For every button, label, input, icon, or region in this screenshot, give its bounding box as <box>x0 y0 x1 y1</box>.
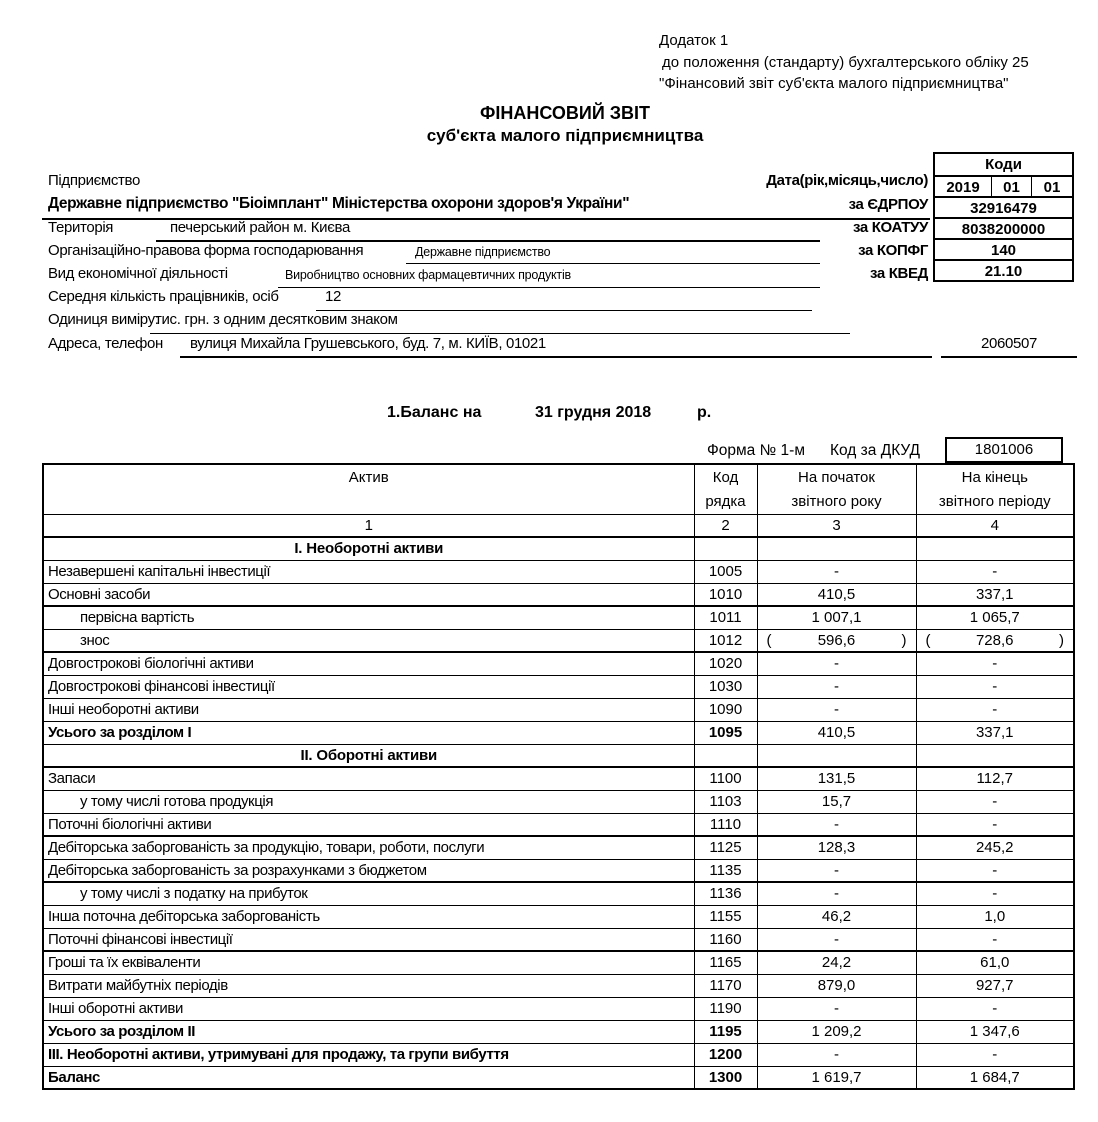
value-start-cell: - <box>757 560 916 583</box>
balance-header-row <box>43 464 1074 515</box>
company-label: Підприємство <box>48 172 140 189</box>
code-cell: 1195 <box>694 1020 757 1043</box>
activity-value: Виробництво основних фармацевтичних продуктів <box>285 268 571 282</box>
code-cell: 1200 <box>694 1043 757 1066</box>
report-title <box>0 102 1098 147</box>
code-cell: 1100 <box>694 767 757 790</box>
asset-cell: Усього за розділом II <box>43 1020 694 1043</box>
balance-row <box>43 698 1074 721</box>
balance-row <box>43 675 1074 698</box>
balance-row <box>43 1020 1074 1043</box>
asset-cell: Баланс <box>43 1066 694 1089</box>
code-cell: 1011 <box>694 606 757 629</box>
code-cell: 1155 <box>694 905 757 928</box>
asset-cell: Дебіторська заборгованість за продукцію, товари, роботи, послуги <box>43 836 694 859</box>
appendix-line-1: Додаток 1 <box>659 32 729 49</box>
value-end-cell: - <box>916 882 1074 905</box>
report-title-line-1: ФІНАНСОВИЙ ЗВІТ <box>479 103 651 123</box>
legal-form-label: Організаційно-правова форма господарювання <box>48 242 364 259</box>
dkud-label: Код за ДКУД <box>830 442 921 459</box>
date-label: Дата(рік,місяць,число) <box>766 172 928 189</box>
forma-label: Форма № 1-м <box>707 442 805 459</box>
asset-cell: у тому числі з податку на прибуток <box>43 882 694 905</box>
value-end-cell: 1 065,7 <box>916 606 1074 629</box>
balance-row <box>43 813 1074 836</box>
address-label: Адреса, телефон <box>48 335 163 352</box>
codes-date-row <box>935 175 1072 196</box>
value-end-cell: - <box>916 928 1074 951</box>
underline-phone <box>941 356 1077 358</box>
code-value-kved: 21.10 <box>935 259 1072 280</box>
asset-cell: Витрати майбутніх періодів <box>43 974 694 997</box>
dkud-code-box: 1801006 <box>945 437 1063 463</box>
code-label-edrpou: за ЄДРПОУ <box>848 196 928 213</box>
report-title-line-2: суб'єкта малого підприємництва <box>426 126 704 145</box>
appendix-line-2: до положення (стандарту) бухгалтерського обліку 25 <box>662 53 1029 71</box>
date-month: 01 <box>991 177 1031 196</box>
balance-numbering-row <box>43 515 1074 538</box>
asset-cell: Незавершені капітальні інвестиції <box>43 560 694 583</box>
value-start-cell: 410,5 <box>757 721 916 744</box>
unit-value: тис. грн. з одним десятковим знаком <box>155 311 398 328</box>
value-end-cell: 1 347,6 <box>916 1020 1074 1043</box>
value-start-cell: 46,2 <box>757 905 916 928</box>
numbering-cell-3: 3 <box>757 515 916 538</box>
code-cell: 1170 <box>694 974 757 997</box>
legal-form-value: Державне підприємство <box>415 245 551 259</box>
territory-label: Територія <box>48 219 114 236</box>
value-end-cell: - <box>916 1043 1074 1066</box>
value-start-cell: - <box>757 1043 916 1066</box>
code-cell <box>694 537 757 560</box>
section-title-cell: II. Оборотні активи <box>43 744 694 767</box>
value-start-cell: 131,5 <box>757 767 916 790</box>
value-end-cell: - <box>916 859 1074 882</box>
balance-row <box>43 560 1074 583</box>
code-cell: 1010 <box>694 583 757 606</box>
value-start-cell: 1 007,1 <box>757 606 916 629</box>
code-cell: 1135 <box>694 859 757 882</box>
value-end-cell: - <box>916 790 1074 813</box>
phone-code: 2060507 <box>981 335 1037 352</box>
balance-row <box>43 767 1074 790</box>
underline-activity <box>278 287 820 288</box>
code-cell: 1190 <box>694 997 757 1020</box>
underline-legal-form <box>406 263 820 264</box>
appendix-note <box>659 30 1029 95</box>
asset-col-header: Актив <box>43 464 694 515</box>
value-end-cell: 337,1 <box>916 583 1074 606</box>
value-start-cell: - <box>757 813 916 836</box>
value-end-cell: - <box>916 652 1074 675</box>
balance-table-body <box>43 537 1074 1089</box>
code-value-kopfg: 140 <box>935 238 1072 259</box>
code-label-kved: за КВЕД <box>870 265 928 282</box>
balance-section-row <box>43 744 1074 767</box>
balance-row <box>43 790 1074 813</box>
value-end-cell: 927,7 <box>916 974 1074 997</box>
code-cell: 1136 <box>694 882 757 905</box>
code-value-edrpou: 32916479 <box>935 196 1072 217</box>
numbering-cell-1: 1 <box>43 515 694 538</box>
activity-label: Вид економічної діяльності <box>48 265 228 282</box>
section-title-cell: I. Необоротні активи <box>43 537 694 560</box>
balance-row <box>43 721 1074 744</box>
codes-title: Коди <box>985 156 1022 173</box>
value-end-cell <box>916 744 1074 767</box>
balance-row <box>43 928 1074 951</box>
code-cell: 1125 <box>694 836 757 859</box>
value-start-cell: 1 209,2 <box>757 1020 916 1043</box>
balance-title-suffix: р. <box>697 404 712 421</box>
code-cell: 1012 <box>694 629 757 652</box>
appendix-line-3: "Фінансовий звіт суб'єкта малого підприємництва" <box>659 75 1009 92</box>
code-cell <box>694 744 757 767</box>
balance-row <box>43 951 1074 974</box>
code-cell: 1165 <box>694 951 757 974</box>
numbering-cell-4: 4 <box>916 515 1074 538</box>
value-start-cell: 1 619,7 <box>757 1066 916 1089</box>
code-cell: 1095 <box>694 721 757 744</box>
balance-table <box>42 463 1075 1090</box>
numbering-cell-2: 2 <box>694 515 757 538</box>
value-start-cell: - <box>757 675 916 698</box>
value-start-cell: - <box>757 652 916 675</box>
balance-section-row <box>43 537 1074 560</box>
asset-cell: первісна вартість <box>43 606 694 629</box>
code-cell: 1103 <box>694 790 757 813</box>
balance-title: 1.Баланс на <box>387 404 482 421</box>
value-start-cell: 879,0 <box>757 974 916 997</box>
address-value: вулиця Михайла Грушевського, буд. 7, м. КИЇВ, 01021 <box>190 335 546 352</box>
value-end-cell: 112,7 <box>916 767 1074 790</box>
balance-row <box>43 882 1074 905</box>
code-cell: 1300 <box>694 1066 757 1089</box>
value-end-cell: - <box>916 698 1074 721</box>
code-label-kopfg: за КОПФГ <box>858 242 928 259</box>
company-name: Державне підприємство "Біоімплант" Міністерства охорони здоров'я України" <box>48 195 630 212</box>
asset-cell: Поточні фінансові інвестиції <box>43 928 694 951</box>
date-year: 2019 <box>946 179 980 196</box>
value-start-cell: - <box>757 698 916 721</box>
asset-cell: Довгострокові фінансові інвестиції <box>43 675 694 698</box>
value-end-cell: ( 728,6 ) <box>916 629 1074 652</box>
code-cell: 1110 <box>694 813 757 836</box>
asset-cell: Поточні біологічні активи <box>43 813 694 836</box>
value-end-cell: - <box>916 675 1074 698</box>
code-cell: 1020 <box>694 652 757 675</box>
asset-cell: Довгострокові біологічні активи <box>43 652 694 675</box>
unit-label: Одиниця виміру: <box>48 311 159 328</box>
value-end-cell: 245,2 <box>916 836 1074 859</box>
value-end-cell: - <box>916 813 1074 836</box>
asset-cell: у тому числі готова продукція <box>43 790 694 813</box>
balance-row <box>43 836 1074 859</box>
asset-cell: Дебіторська заборгованість за розрахунками з бюджетом <box>43 859 694 882</box>
code-cell: 1005 <box>694 560 757 583</box>
asset-cell: Гроші та їх еквіваленти <box>43 951 694 974</box>
balance-row <box>43 652 1074 675</box>
asset-cell: Інша поточна дебіторська заборгованість <box>43 905 694 928</box>
asset-cell: Основні засоби <box>43 583 694 606</box>
value-start-cell: - <box>757 859 916 882</box>
value-start-cell: ( 596,6 ) <box>757 629 916 652</box>
value-start-cell <box>757 744 916 767</box>
asset-cell: Запаси <box>43 767 694 790</box>
value-end-cell: 61,0 <box>916 951 1074 974</box>
code-cell: 1090 <box>694 698 757 721</box>
value-end-cell <box>916 537 1074 560</box>
code-col-header: Код рядка <box>694 464 757 515</box>
code-cell: 1160 <box>694 928 757 951</box>
start-col-header: На початок звітного року <box>757 464 916 515</box>
code-value-koatuu: 8038200000 <box>935 217 1072 238</box>
employees-label: Середня кількість працівників, осіб <box>48 288 279 305</box>
value-start-cell: - <box>757 928 916 951</box>
asset-cell: III. Необоротні активи, утримувані для продажу, та групи вибуття <box>43 1043 694 1066</box>
underline-address <box>180 356 932 358</box>
balance-row <box>43 905 1074 928</box>
value-end-cell: 1 684,7 <box>916 1066 1074 1089</box>
code-label-koatuu: за КОАТУУ <box>853 219 928 236</box>
value-start-cell: - <box>757 997 916 1020</box>
balance-date: 31 грудня 2018 <box>535 404 652 421</box>
balance-row <box>43 583 1074 606</box>
value-start-cell: - <box>757 882 916 905</box>
codes-box <box>933 152 1074 282</box>
balance-row <box>43 997 1074 1020</box>
asset-cell: знос <box>43 629 694 652</box>
balance-row <box>43 606 1074 629</box>
balance-row <box>43 859 1074 882</box>
value-end-cell: - <box>916 997 1074 1020</box>
code-cell: 1030 <box>694 675 757 698</box>
value-end-cell: - <box>916 560 1074 583</box>
balance-row <box>43 629 1074 652</box>
value-start-cell <box>757 537 916 560</box>
balance-row <box>43 1066 1074 1089</box>
value-start-cell: 24,2 <box>757 951 916 974</box>
asset-cell: Інші оборотні активи <box>43 997 694 1020</box>
value-end-cell: 1,0 <box>916 905 1074 928</box>
value-start-cell: 15,7 <box>757 790 916 813</box>
balance-row <box>43 1043 1074 1066</box>
balance-table-head <box>43 464 1074 537</box>
territory-value: печерський район м. Києва <box>170 219 350 236</box>
value-start-cell: 410,5 <box>757 583 916 606</box>
asset-cell: Інші необоротні активи <box>43 698 694 721</box>
value-start-cell: 128,3 <box>757 836 916 859</box>
underline-unit <box>150 333 850 334</box>
employees-value: 12 <box>325 288 341 305</box>
balance-row <box>43 974 1074 997</box>
value-end-cell: 337,1 <box>916 721 1074 744</box>
date-day: 01 <box>1031 177 1072 196</box>
asset-cell: Усього за розділом I <box>43 721 694 744</box>
end-col-header: На кінець звітного періоду <box>916 464 1074 515</box>
